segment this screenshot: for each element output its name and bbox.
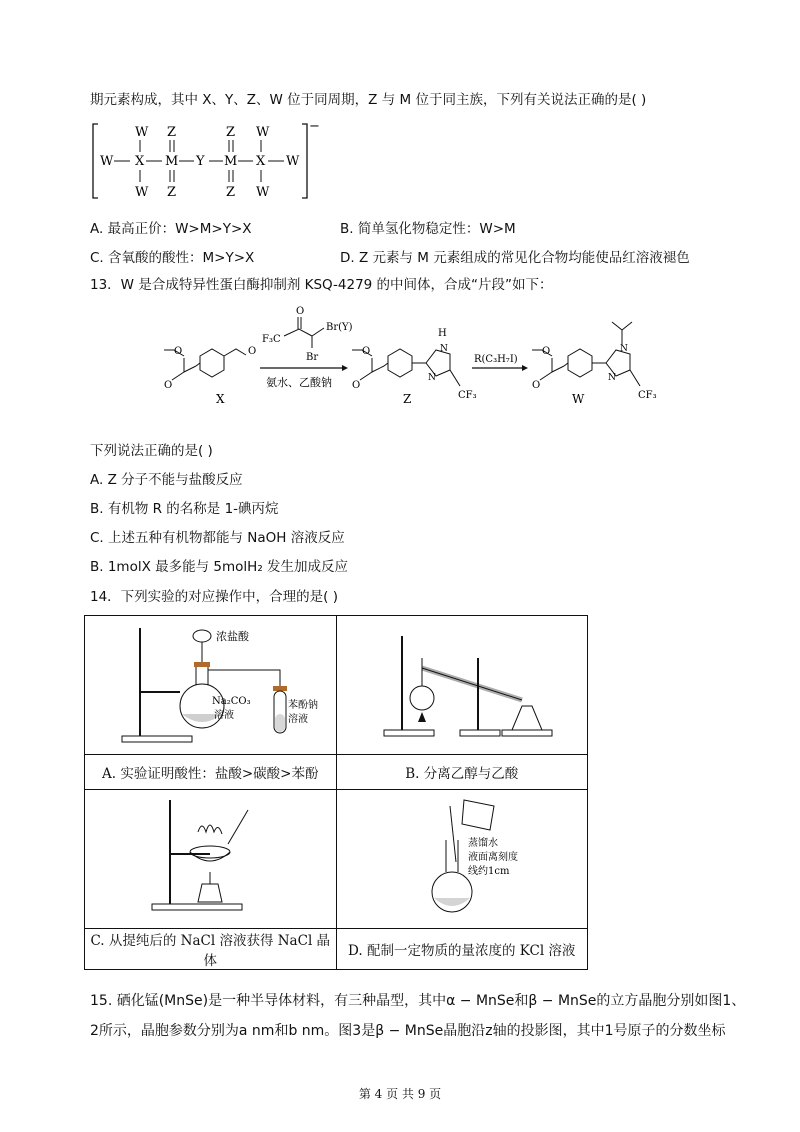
q14-experiment-table [84,615,588,970]
atom-top-2: Z [167,125,177,140]
q13-option-d: B. 1molX 最多能与 5molH₂ 发生加成反应 [90,559,349,575]
label-phenoxide-sol: 溶液 [288,714,309,725]
w-n-bottom: N [608,373,616,383]
atom-bot-4: W [256,185,270,200]
molecule-w [532,322,657,406]
atom-mid-7: W [286,154,300,169]
atom-bot-3: Z [226,185,236,200]
conditions-label: 氨水、乙酸钠 [266,376,332,389]
atom-top-4: W [256,125,270,140]
cell-d-caption [336,929,588,970]
molecule-z [352,328,477,406]
q13-option-b: B. 有机物 R 的名称是 1-碘丙烷 [90,501,279,517]
cell-c-image [85,790,337,929]
label-liquid-level: 液面离刻度 [467,852,518,863]
w-n-top: N [620,344,628,354]
q14-stem: 14．下列实验的对应操作中，合理的是( ) [90,589,339,605]
reagent-cf3: F₃C [262,334,281,345]
atom-bot-2: Z [167,185,177,200]
q12-stem: 期元素构成，其中 X、Y、Z、W 位于同周期，Z 与 M 位于同主族，下列有关说法正确的是( ) [90,92,647,108]
cell-b-image [336,616,588,755]
z-cf3: CF₃ [458,390,477,401]
svg-text:O: O [164,380,173,391]
label-phenoxide: 苯酚钠 [288,700,319,711]
apparatus-a-illustration [110,618,319,748]
caption-a: A. 实验证明酸性：盐酸>碳酸>苯酚 [102,766,319,782]
q15-line-2: 2所示，晶胞参数分别为a nm和b nm。图3是β − MnSe晶胞沿z轴的投影图，其中1号原子的分数坐标 [90,1023,726,1039]
cell-d-image [336,790,588,929]
svg-text:O: O [532,380,541,391]
page-footer: 第 4 页 共 9 页 [358,1087,442,1101]
q12-option-b: B. 简单氢化物稳定性：W>M [340,221,516,237]
q13-option-a: A. Z 分子不能与盐酸反应 [90,472,243,488]
caption-b: B. 分离乙醇与乙酸 [405,766,519,782]
z-nh-h: H [438,328,447,339]
caption-d: D. 配制一定物质的量浓度的 KCl 溶液 [348,943,576,959]
cell-c-caption [85,929,337,970]
w-cf3: CF₃ [638,390,657,401]
q13-option-c: C. 上述五种有机物都能与 NaOH 溶液反应 [90,530,345,546]
cell-b-caption [336,755,588,790]
atom-mid-4: Y [196,154,205,169]
label-w: W [572,392,585,406]
atom-top-1: W [135,125,149,140]
atom-top-3: Z [226,125,236,140]
apparatus-b-distillation [362,618,562,748]
svg-text:O: O [362,346,371,357]
z-n-bottom: N [428,373,436,383]
label-na2co3-sol: 溶液 [214,710,235,721]
cell-a-caption [85,755,337,790]
label-z: Z [403,392,412,406]
reagent-br-y: Br(Y) [326,322,353,333]
atom-mid-5: M [224,154,238,169]
q13-reaction-scheme [160,302,720,422]
q12-option-d: D. Z 元素与 M 元素组成的常见化合物均能使品红溶液褪色 [340,250,690,266]
q13-ask: 下列说法正确的是( ) [90,443,213,459]
svg-text:O: O [352,380,361,391]
atom-mid-1: W [100,154,114,169]
reagent-br: Br [306,352,319,363]
label-x: X [216,392,225,406]
apparatus-d-volumetric-flask [362,792,562,922]
reagent-o: O [296,306,305,317]
atom-bot-1: W [135,185,149,200]
svg-text:O: O [542,346,551,357]
q12-option-c: C. 含氧酸的酸性：M>Y>X [90,250,255,266]
label-1cm: 线约1cm [467,866,510,877]
z-n-top: N [440,344,448,354]
reagent-r-label: R(C₃H₇I) [474,354,518,365]
atom-mid-2: X [135,154,145,169]
cell-a-image [85,616,337,755]
apparatus-c-evaporation [110,792,310,922]
label-conc-hcl: 浓盐酸 [216,630,250,643]
q12-option-a: A. 最高正价：W>M>Y>X [90,221,252,237]
caption-c: C. 从提纯后的 NaCl 溶液获得 NaCl 晶体 [90,933,331,969]
atom-mid-6: X [256,154,266,169]
svg-text:O: O [174,346,183,357]
reagent-haloketone [262,306,353,363]
molecule-x [164,346,256,406]
charge-sign: − [309,119,320,134]
q13-stem: 13．W 是合成特异性蛋白酶抑制剂 KSQ-4279 的中间体，合成“片段”如下： [90,277,553,293]
atom-mid-3: M [165,154,179,169]
x-aldehyde-o: O [248,346,257,357]
q12-structure-diagram [90,118,330,204]
q15-line-1: 15. 硒化锰(MnSe)是一种半导体材料，有三种晶型，其中α − MnSe和β − MnSe的立方晶胞分别如图1、 [90,993,746,1009]
label-distilled-water: 蒸馏水 [467,838,498,849]
label-na2co3: Na₂CO₃ [212,696,251,707]
